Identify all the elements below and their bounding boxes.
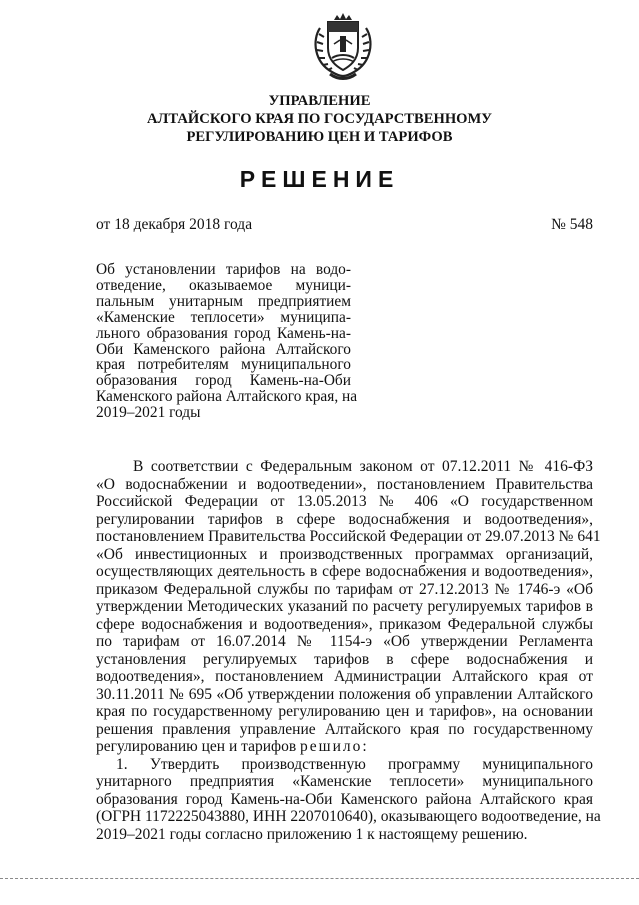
document-date: от 18 декабря 2018 года	[96, 216, 253, 233]
coat-of-arms-emblem-icon	[310, 10, 376, 82]
subject-line: края потребителям муниципального	[96, 356, 351, 374]
body-line: «О водоснабжении и водоотведении», постановлением Правительства	[96, 475, 593, 493]
org-name-line-3: РЕГУЛИРОВАНИЮ ЦЕН И ТАРИФОВ	[186, 129, 453, 145]
item-line: 1. Утвердить производственную программу муниципального	[116, 755, 593, 773]
page-bottom-divider	[0, 878, 639, 879]
org-name-line-2: АЛТАЙСКОГО КРАЯ ПО ГОСУДАРСТВЕННОМУ	[146, 111, 493, 127]
document-title: РЕШЕНИЕ	[239, 166, 400, 192]
document-number: № 548	[551, 216, 593, 233]
subject-line: Об установлении тарифов на водо-	[96, 261, 351, 278]
subject-block	[96, 261, 358, 422]
body-line: приказом Федеральной службы по тарифам от 27.12.2013 № 1746-э «Об	[96, 580, 593, 598]
body-line: края по государственному регулированию цен и тарифов», на основании	[96, 703, 593, 720]
decision-line-prefix: регулированию цен и тарифов	[96, 738, 297, 755]
subject-line: 2019–2021 годы	[96, 404, 201, 422]
body-line: постановлением Правительства Российской Федерации от 29.07.2013 № 641	[96, 528, 601, 545]
body-line: осуществляющих деятельность в сфере водоснабжения и водоотведения»,	[96, 563, 593, 580]
body-line: установления регулируемых тарифов в сфере водоснабжения и	[96, 650, 593, 668]
org-name-line-1: УПРАВЛЕНИЕ	[268, 93, 371, 109]
document-body	[96, 458, 601, 843]
body-line: В соответствии с Федеральным законом от 07.12.2011 № 416-ФЗ	[133, 458, 593, 475]
body-line: Российской Федерации от 13.05.2013 № 406 «О государственном	[96, 493, 593, 510]
body-line: регулировании тарифов в сфере водоснабжения и водоотведения»,	[96, 510, 593, 528]
item-line: 2019–2021 годы согласно приложению 1 к настоящему решению.	[96, 825, 528, 843]
body-line: утверждении Методических указаний по расчету регулируемых тарифов в	[96, 598, 593, 615]
body-line: по тарифам от 16.07.2014 № 1154-э «Об утверждении Регламента	[96, 633, 593, 650]
subject-line: Каменского района Алтайского края, на	[96, 388, 358, 406]
decision-word: решило:	[300, 738, 369, 755]
item-line: унитарного предприятия «Каменские теплосети» муниципального	[96, 773, 593, 790]
subject-line: «Каменские теплосети» муниципа-	[96, 308, 351, 326]
body-line: сфере водоснабжения и водоотведения», приказом Федеральной службы	[96, 615, 593, 633]
body-line: водоотведения», постановлением Администрации Алтайского края от	[96, 668, 593, 685]
subject-line: льного образования город Камень-на-	[96, 324, 351, 342]
decision-line	[96, 738, 593, 756]
item-line: образования город Камень-на-Оби Каменского района Алтайского края	[96, 790, 593, 808]
subject-line: отведение, оказываемое муници-	[96, 276, 351, 294]
body-line: 30.11.2011 № 695 «Об утверждении положения об управлении Алтайского	[96, 685, 593, 703]
item-line: (ОГРН 1172225043880, ИНН 2207010640), оказывающего водоотведение, на	[96, 808, 601, 825]
body-line: решения правления управление Алтайского края по государственному	[96, 720, 593, 738]
subject-line: пальным унитарным предприятием	[96, 292, 351, 310]
body-line: «Об инвестиционных и производственных программах организаций,	[96, 545, 593, 563]
subject-line: образования город Камень-на-Оби	[96, 372, 351, 390]
subject-line: Оби Каменского района Алтайского	[96, 340, 351, 358]
